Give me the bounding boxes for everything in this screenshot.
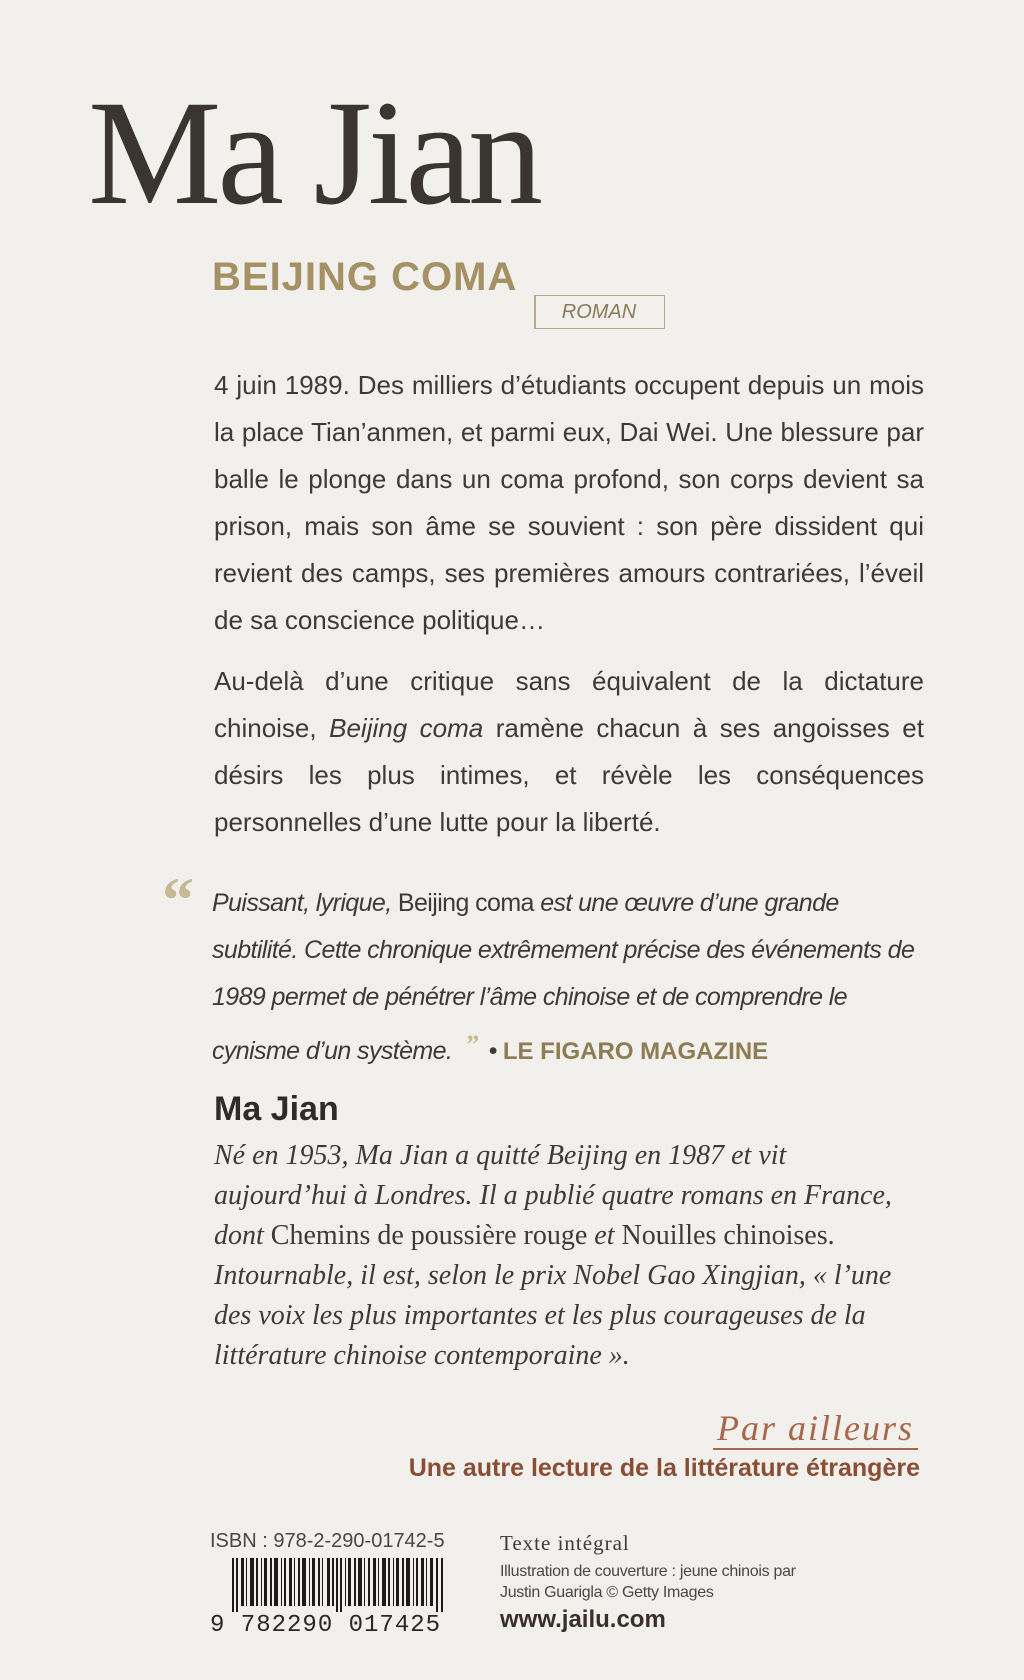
bio-text: et xyxy=(587,1220,622,1251)
review-source: LE FIGARO MAGAZINE xyxy=(502,1038,769,1065)
review-text: est une œuvre d’une grande subtilité. Cette chronique extrêmement précise des événements de 1989 permet de pénétrer l’âme chinoise et de comprendre le cynisme d’un système. xyxy=(212,889,915,1065)
open-quote-icon: “ xyxy=(162,864,194,935)
genre-label: ROMAN xyxy=(561,300,637,323)
bullet-icon: • xyxy=(488,1037,497,1065)
genre-divider xyxy=(534,295,536,329)
collection-logo: Par ailleurs xyxy=(713,1410,918,1450)
bio-text: . xyxy=(827,1220,835,1251)
bio-text: Intournable, il est, selon le prix Nobel Gao Xingjian, « l’une des voix les plus importantes et les plus courageuses de la littérature chinoise contemporaine ». xyxy=(214,1260,892,1371)
synopsis-text: Au-delà d’une critique sans équivalent de la dictature chinoise, xyxy=(214,666,924,743)
press-review xyxy=(212,880,924,1075)
author-name: Ma Jian xyxy=(88,70,540,236)
collection-tagline: Une autre lecture de la littérature étrangère xyxy=(408,1454,920,1482)
barcode-digits: 9 782290 017425 xyxy=(210,1612,442,1639)
review-text: Puissant, lyrique, xyxy=(212,889,398,917)
genre-box xyxy=(534,295,665,329)
author-bio xyxy=(214,1136,926,1376)
barcode-icon xyxy=(232,1558,446,1612)
synopsis-book-title: Beijing coma xyxy=(329,713,484,743)
bio-heading: Ma Jian xyxy=(214,1090,339,1128)
publisher-website[interactable]: www.jailu.com xyxy=(500,1606,666,1633)
book-title: BEIJING COMA xyxy=(212,255,518,299)
bio-book-title: Chemins de poussière rouge xyxy=(270,1220,588,1251)
synopsis-text: ramène chacun à ses angoisses et désirs les plus intimes, et révèle les conséquences personnelles d’une lutte pour la liberté. xyxy=(214,713,924,837)
review-book-title: Beijing coma xyxy=(397,889,534,917)
cover-credit: Illustration de couverture : jeune chinois par Justin Guarigla © Getty Images xyxy=(500,1563,796,1601)
edition-note: Texte intégral xyxy=(500,1531,630,1555)
synopsis-paragraph-2 xyxy=(214,658,924,846)
synopsis-paragraph-1: 4 juin 1989. Des milliers d’étudiants occupent depuis un mois la place Tian’anmen, et parmi eux, Dai Wei. Une blessure par balle le plonge dans un coma profond, son corps devient sa prison, mais son âme se souvient : son père dissident qui revient des camps, ses premières amours contrariées, l’éveil de sa conscience politique… xyxy=(214,370,924,635)
synopsis xyxy=(214,362,924,860)
bio-book-title: Nouilles chinoises xyxy=(621,1220,828,1251)
isbn: ISBN : 978-2-290-01742-5 xyxy=(210,1530,445,1552)
bio-text: Né en 1953, Ma Jian a quitté Beijing en 1987 et vit aujourd’hui à Londres. Il a publié quatre romans en France, dont xyxy=(214,1140,892,1251)
close-quote-icon: ” xyxy=(466,1030,479,1059)
